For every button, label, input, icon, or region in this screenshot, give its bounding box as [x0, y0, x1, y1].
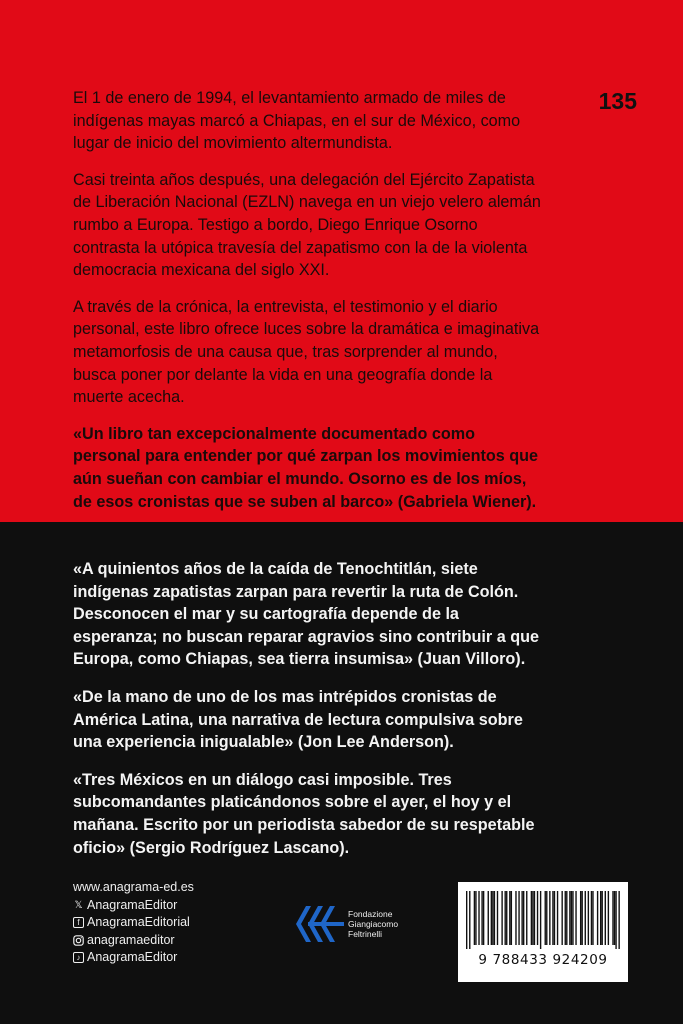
- feltrinelli-logo-text: [348, 909, 398, 939]
- synopsis-block: [73, 87, 543, 513]
- barcode-bar: [582, 891, 583, 945]
- barcode-bar: [475, 891, 476, 945]
- blurb-quote-anderson: «De la mano de uno de los mas intrépidos cronistas de América Latina, una narrativa de lectura compulsiva sobre una experiencia inigualable» (Jon Lee Anderson).: [73, 687, 523, 752]
- barcode-bar: [469, 891, 470, 949]
- black-panel: [0, 522, 683, 1024]
- barcode-bar: [585, 891, 586, 945]
- barcode-bar: [588, 891, 589, 945]
- barcode-bar: [488, 891, 489, 945]
- synopsis-paragraph: Casi treinta años después, una delegación del Ejército Zapatista de Liberación Nacional (EZLN) navega en un viejo velero alemán rumbo a Europa. Testigo a bordo, Diego Enrique Osorno contrasta la utópica travesía del zapatismo con la de la violenta democracia mexicana del siglo XXI.: [73, 170, 541, 280]
- barcode-bar: [554, 891, 555, 945]
- facebook-icon: f: [73, 917, 84, 928]
- barcode-bar: [546, 891, 547, 945]
- isbn-number: 9 788433 924209: [478, 952, 608, 968]
- barcode-bar: [531, 891, 532, 945]
- website-link[interactable]: [73, 879, 194, 897]
- tiktok-link[interactable]: [73, 949, 194, 967]
- barcode-bar: [592, 891, 593, 945]
- instagram-handle: anagramaeditor: [87, 932, 175, 947]
- facebook-link[interactable]: [73, 914, 194, 932]
- barcode-bar: [608, 891, 609, 945]
- barcode-bar: [566, 891, 567, 945]
- barcode-bar: [509, 891, 510, 945]
- publisher-links: [73, 879, 194, 967]
- barcode-bar: [545, 891, 546, 945]
- barcode-bar: [501, 891, 502, 945]
- x-icon: 𝕏: [74, 899, 83, 911]
- barcode-bar: [614, 891, 615, 945]
- barcode-bars: [466, 891, 620, 949]
- website-label: www.anagrama-ed.es: [73, 880, 194, 894]
- barcode-bar: [602, 891, 603, 945]
- barcode-bar: [552, 891, 553, 945]
- barcode-bar: [494, 891, 495, 945]
- synopsis-paragraph: A través de la crónica, la entrevista, el testimonio y el diario personal, este libro ofrece luces sobre la dramática e imaginativa metamorfosis de una causa que, tras sorprender al mundo, busca poner por delante la vida en una geografía donde la muerte acecha.: [73, 297, 540, 407]
- logo-line: Giangiacomo: [348, 919, 399, 929]
- barcode-bar: [466, 891, 467, 949]
- barcode-bar: [491, 891, 492, 945]
- barcode-bar: [511, 891, 512, 945]
- blurb-quote-lascano: «Tres Méxicos en un diálogo casi imposible. Tres subcomandantes platicándonos sobre el ayer, el hoy y el mañana. Escrito por un periodista sabedor de su respetable oficio» (Sergio Rodríguez Lascano).: [73, 770, 535, 857]
- barcode-bar: [615, 891, 616, 949]
- synopsis-paragraph: El 1 de enero de 1994, el levantamiento armado de miles de indígenas mayas marcó a Chiapas, en el sur de México, como lugar de inicio del movimiento altermundista.: [73, 89, 521, 153]
- barcode-bar: [483, 891, 484, 945]
- barcode-bar: [506, 891, 507, 945]
- x-link[interactable]: [73, 897, 194, 915]
- feltrinelli-logo: [296, 904, 398, 944]
- barcode-bar: [571, 891, 572, 945]
- page-number: 135: [598, 88, 637, 114]
- barcode-bar: [540, 891, 541, 949]
- facebook-handle: AnagramaEditorial: [87, 915, 190, 929]
- barcode-bar: [618, 891, 619, 949]
- instagram-link[interactable]: [73, 932, 194, 950]
- blurb-quote-villoro: «A quinientos años de la caída de Tenochtitlán, siete indígenas zapatistas zarpan para revertir la ruta de Colón. Desconocen el mar y su cartografía depende de la esperanza; no buscan reparar agravios sino contribuir a que Europa, como Chiapas, sea tierra insumisa» (Juan Villoro).: [73, 560, 539, 669]
- barcode-bar: [572, 891, 573, 945]
- barcode-bar: [575, 891, 576, 945]
- barcode-bar: [534, 891, 535, 945]
- barcode-bar: [505, 891, 506, 945]
- barcode-bar: [478, 891, 479, 945]
- barcode-bar: [537, 891, 538, 945]
- barcode-bar: [597, 891, 598, 945]
- barcode-bar: [561, 891, 562, 945]
- barcode-bar: [521, 891, 522, 945]
- barcode-bar: [523, 891, 524, 945]
- isbn-barcode: [458, 882, 628, 982]
- barcode-bar: [580, 891, 581, 945]
- barcode-bar: [518, 891, 519, 945]
- barcode-bar: [474, 891, 475, 945]
- barcode-bar: [569, 891, 570, 945]
- barcode-bar: [532, 891, 533, 945]
- barcode-bar: [549, 891, 550, 945]
- barcode-bar: [497, 891, 498, 945]
- blurb-quote-wiener: «Un libro tan excepcionalmente documentado como personal para entender por qué zarpan los movimientos que aún sueñan con cambiar el mundo. Osorno es de los míos, de esos cronistas que se suben al barco» (Gabriela Wiener).: [73, 424, 539, 511]
- barcode-bar: [612, 891, 613, 945]
- barcode-bar: [600, 891, 601, 945]
- blurbs-block: [73, 558, 543, 874]
- barcode-bar: [565, 891, 566, 945]
- tiktok-handle: AnagramaEditor: [87, 950, 178, 964]
- barcode-bar: [591, 891, 592, 945]
- feltrinelli-logo-mark: [296, 904, 346, 944]
- logo-line: Fondazione: [348, 909, 393, 919]
- tiktok-icon: ♪: [73, 952, 84, 963]
- instagram-icon: [73, 935, 84, 946]
- barcode-bar: [492, 891, 493, 945]
- barcode-bar: [526, 891, 527, 945]
- x-handle: AnagramaEditor: [87, 897, 178, 912]
- barcode-bar: [515, 891, 516, 945]
- logo-line: Feltrinelli: [348, 929, 383, 939]
- barcode-bar: [605, 891, 606, 945]
- barcode-bar: [481, 891, 482, 945]
- barcode-bar: [557, 891, 558, 945]
